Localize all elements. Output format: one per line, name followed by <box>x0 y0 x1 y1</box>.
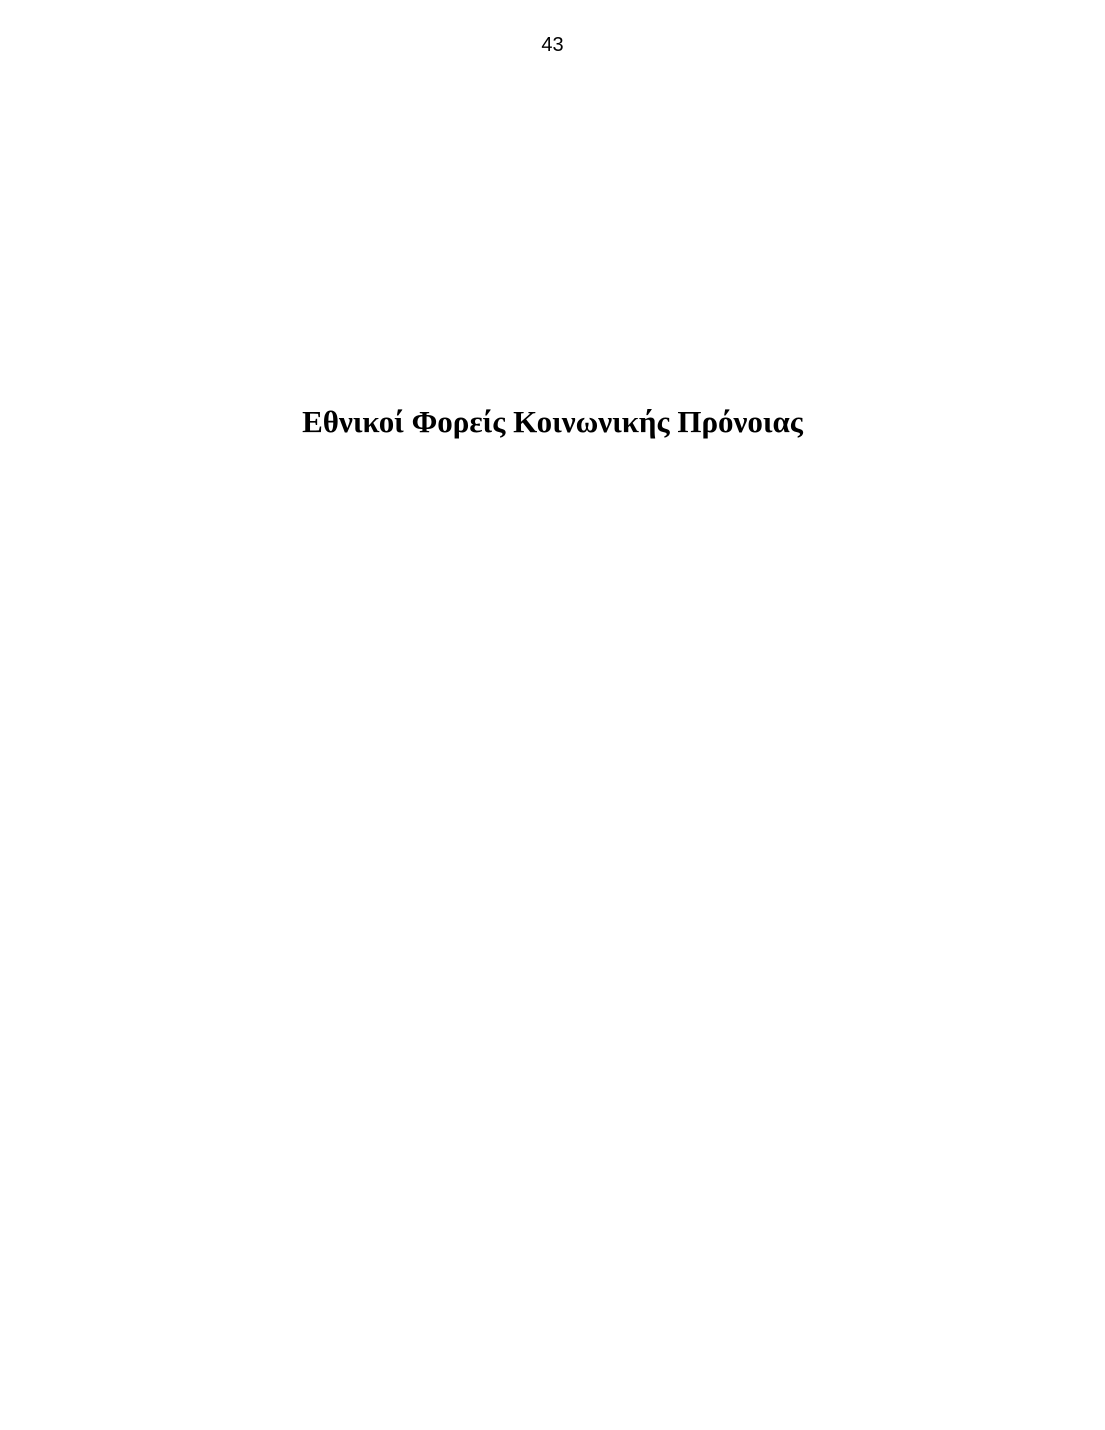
page-number: 43 <box>541 34 564 56</box>
section-title: Εθνικοί Φορείς Κοινωνικής Πρόνοιας <box>302 404 803 439</box>
